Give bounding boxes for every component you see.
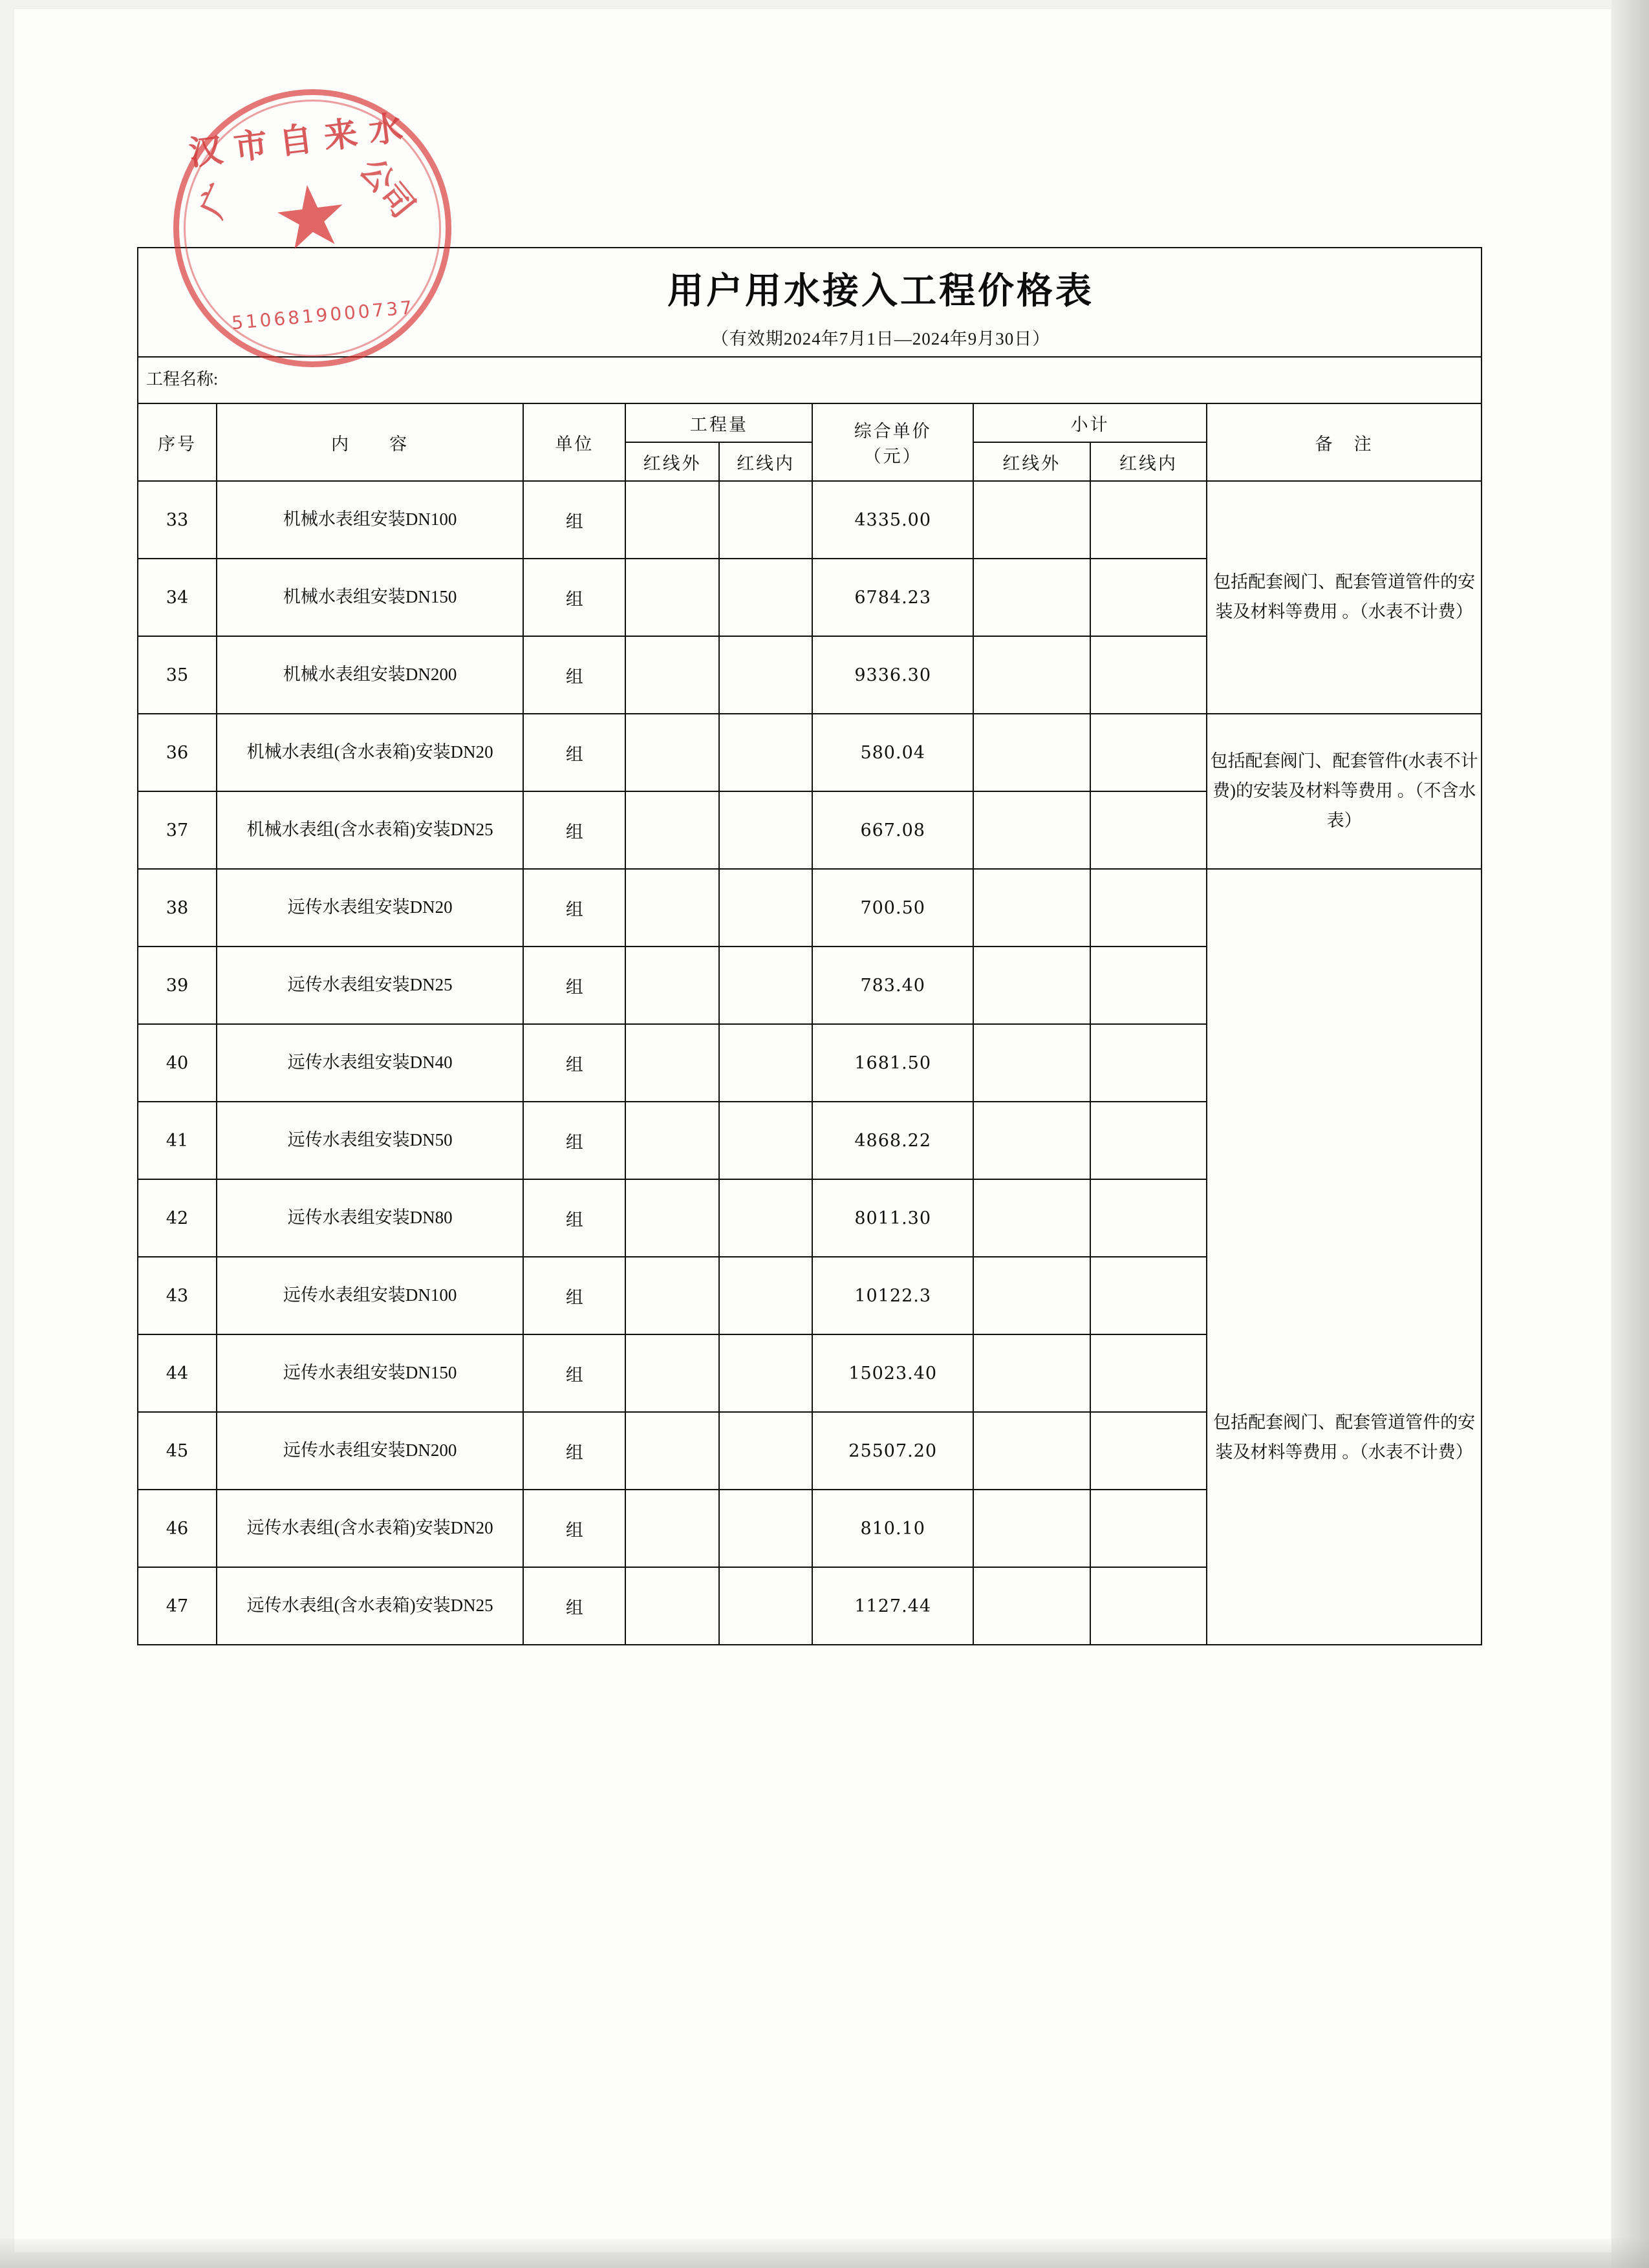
cell-unit: 组: [523, 1567, 625, 1645]
cell-content: 远传水表组安装DN50: [217, 1102, 523, 1179]
cell-subtotal-outside: [973, 1334, 1090, 1412]
star-icon: ★: [267, 165, 355, 270]
header-quantity-inside: 红线内: [719, 442, 813, 481]
project-name-row: [138, 356, 1481, 398]
cell-subtotal-inside: [1090, 1024, 1207, 1102]
cell-quantity-inside: [719, 714, 813, 791]
seal-left-text: 广: [193, 178, 241, 224]
cell-subtotal-outside: [973, 481, 1090, 559]
header-subtotal-group: 小计: [973, 403, 1207, 442]
cell-subtotal-outside: [973, 1412, 1090, 1490]
cell-unit-price: 700.50: [812, 869, 973, 947]
cell-unit-price: 15023.40: [812, 1334, 973, 1412]
cell-seq: 47: [138, 1567, 217, 1645]
cell-subtotal-outside: [973, 869, 1090, 947]
header-unit-price-main: 综合单价: [854, 422, 932, 441]
cell-subtotal-outside: [973, 791, 1090, 869]
cell-quantity-outside: [625, 1024, 719, 1102]
table-row: [138, 481, 1482, 559]
cell-subtotal-inside: [1090, 1490, 1207, 1567]
cell-quantity-inside: [719, 1567, 813, 1645]
cell-quantity-outside: [625, 1412, 719, 1490]
table-row: [138, 714, 1482, 791]
cell-subtotal-inside: [1090, 1257, 1207, 1334]
header-unit-price: [812, 403, 973, 481]
cell-content: 远传水表组(含水表箱)安装DN20: [217, 1490, 523, 1567]
cell-subtotal-outside: [973, 1257, 1090, 1334]
cell-subtotal-outside: [973, 714, 1090, 791]
cell-unit-price: 10122.3: [812, 1257, 973, 1334]
cell-quantity-inside: [719, 1179, 813, 1257]
cell-subtotal-outside: [973, 1102, 1090, 1179]
header-remark: 备 注: [1207, 403, 1482, 481]
cell-unit: 组: [523, 636, 625, 714]
cell-unit: 组: [523, 1179, 625, 1257]
cell-unit-price: 667.08: [812, 791, 973, 869]
header-quantity-outside: 红线外: [625, 442, 719, 481]
cell-seq: 44: [138, 1334, 217, 1412]
cell-subtotal-outside: [973, 1567, 1090, 1645]
cell-quantity-inside: [719, 791, 813, 869]
cell-seq: 42: [138, 1179, 217, 1257]
cell-subtotal-inside: [1090, 791, 1207, 869]
scan-edge-shadow-right: [1611, 0, 1649, 2268]
price-table-document: [137, 247, 1482, 1645]
cell-unit: 组: [523, 1334, 625, 1412]
cell-unit: 组: [523, 481, 625, 559]
cell-quantity-inside: [719, 1490, 813, 1567]
cell-subtotal-inside: [1090, 481, 1207, 559]
cell-quantity-outside: [625, 869, 719, 947]
cell-seq: 38: [138, 869, 217, 947]
cell-quantity-outside: [625, 714, 719, 791]
cell-unit: 组: [523, 1412, 625, 1490]
cell-unit: 组: [523, 869, 625, 947]
seal-top-text: 汉市自来水: [186, 106, 416, 174]
cell-subtotal-inside: [1090, 559, 1207, 636]
cell-remark: 包括配套阀门、配套管道管件的安装及材料等费用 。（水表不计费）: [1207, 481, 1482, 714]
cell-quantity-inside: [719, 869, 813, 947]
cell-quantity-inside: [719, 1412, 813, 1490]
seal-right-text: 公司: [352, 151, 422, 225]
cell-quantity-inside: [719, 1024, 813, 1102]
header-unit-price-sub: （元）: [863, 447, 922, 466]
cell-seq: 36: [138, 714, 217, 791]
header-seq: 序号: [138, 403, 217, 481]
cell-subtotal-outside: [973, 1490, 1090, 1567]
scan-edge-shadow-bottom: [0, 2238, 1649, 2268]
cell-seq: 46: [138, 1490, 217, 1567]
cell-quantity-outside: [625, 1102, 719, 1179]
cell-unit-price: 783.40: [812, 947, 973, 1024]
cell-content: 远传水表组安装DN100: [217, 1257, 523, 1334]
price-table: [137, 403, 1482, 1645]
validity-period: （有效期2024年7月1日—2024年9月30日）: [711, 329, 1051, 348]
cell-subtotal-inside: [1090, 1102, 1207, 1179]
header-subtotal-inside: 红线内: [1090, 442, 1207, 481]
header-unit: 单位: [523, 403, 625, 481]
cell-subtotal-inside: [1090, 947, 1207, 1024]
table-header-row-1: [138, 403, 1482, 442]
table-row: [138, 869, 1482, 947]
cell-unit-price: 8011.30: [812, 1179, 973, 1257]
header-content: 内 容: [217, 403, 523, 481]
cell-subtotal-outside: [973, 559, 1090, 636]
cell-subtotal-inside: [1090, 636, 1207, 714]
cell-unit: 组: [523, 947, 625, 1024]
cell-quantity-outside: [625, 636, 719, 714]
document-header: [137, 247, 1482, 403]
cell-seq: 40: [138, 1024, 217, 1102]
cell-content: 远传水表组安装DN80: [217, 1179, 523, 1257]
cell-quantity-outside: [625, 481, 719, 559]
cell-quantity-outside: [625, 1490, 719, 1567]
cell-quantity-outside: [625, 559, 719, 636]
cell-content: 机械水表组安装DN200: [217, 636, 523, 714]
cell-seq: 41: [138, 1102, 217, 1179]
cell-content: 远传水表组(含水表箱)安装DN25: [217, 1567, 523, 1645]
cell-subtotal-inside: [1090, 869, 1207, 947]
seal-serial-number: 5106819000737: [230, 296, 416, 334]
cell-unit-price: 6784.23: [812, 559, 973, 636]
cell-subtotal-outside: [973, 947, 1090, 1024]
cell-unit-price: 580.04: [812, 714, 973, 791]
cell-content: 远传水表组安装DN150: [217, 1334, 523, 1412]
cell-quantity-inside: [719, 1334, 813, 1412]
cell-quantity-inside: [719, 481, 813, 559]
table-body: [138, 481, 1482, 1645]
cell-quantity-outside: [625, 947, 719, 1024]
cell-content: 远传水表组安装DN40: [217, 1024, 523, 1102]
cell-content: 机械水表组安装DN150: [217, 559, 523, 636]
cell-seq: 43: [138, 1257, 217, 1334]
cell-quantity-inside: [719, 947, 813, 1024]
cell-unit-price: 9336.30: [812, 636, 973, 714]
cell-unit-price: 1681.50: [812, 1024, 973, 1102]
cell-quantity-inside: [719, 1102, 813, 1179]
cell-unit: 组: [523, 1257, 625, 1334]
cell-unit-price: 1127.44: [812, 1567, 973, 1645]
page-title: 用户用水接入工程价格表: [667, 270, 1094, 312]
cell-content: 远传水表组安装DN25: [217, 947, 523, 1024]
cell-subtotal-inside: [1090, 1334, 1207, 1412]
cell-unit: 组: [523, 714, 625, 791]
cell-unit-price: 4335.00: [812, 481, 973, 559]
cell-quantity-outside: [625, 1179, 719, 1257]
cell-content: 远传水表组安装DN200: [217, 1412, 523, 1490]
cell-seq: 39: [138, 947, 217, 1024]
cell-content: 机械水表组(含水表箱)安装DN25: [217, 791, 523, 869]
cell-unit: 组: [523, 791, 625, 869]
remark-text-block: 包括配套阀门、配套管道管件的安装及材料等费用 。（水表不计费）: [1213, 1413, 1476, 1462]
cell-seq: 45: [138, 1412, 217, 1490]
cell-content: 机械水表组(含水表箱)安装DN20: [217, 714, 523, 791]
cell-seq: 33: [138, 481, 217, 559]
cell-unit-price: 25507.20: [812, 1412, 973, 1490]
cell-unit-price: 4868.22: [812, 1102, 973, 1179]
cell-quantity-inside: [719, 1257, 813, 1334]
cell-unit-price: 810.10: [812, 1490, 973, 1567]
cell-quantity-outside: [625, 1334, 719, 1412]
cell-quantity-inside: [719, 636, 813, 714]
cell-subtotal-outside: [973, 1179, 1090, 1257]
cell-seq: 37: [138, 791, 217, 869]
cell-quantity-outside: [625, 1257, 719, 1334]
header-quantity-group: 工程量: [625, 403, 812, 442]
cell-subtotal-inside: [1090, 1567, 1207, 1645]
cell-subtotal-inside: [1090, 1179, 1207, 1257]
cell-seq: 35: [138, 636, 217, 714]
cell-subtotal-outside: [973, 1024, 1090, 1102]
cell-seq: 34: [138, 559, 217, 636]
cell-content: 远传水表组安装DN20: [217, 869, 523, 947]
cell-quantity-outside: [625, 791, 719, 869]
cell-content: 机械水表组安装DN100: [217, 481, 523, 559]
cell-quantity-inside: [719, 559, 813, 636]
cell-unit: 组: [523, 559, 625, 636]
cell-quantity-outside: [625, 1567, 719, 1645]
project-name-label: 工程名称:: [146, 369, 219, 389]
cell-subtotal-outside: [973, 636, 1090, 714]
cell-unit: 组: [523, 1024, 625, 1102]
cell-unit: 组: [523, 1490, 625, 1567]
header-subtotal-outside: 红线外: [973, 442, 1090, 481]
cell-remark: [1207, 869, 1482, 1645]
cell-unit: 组: [523, 1102, 625, 1179]
cell-subtotal-inside: [1090, 1412, 1207, 1490]
cell-subtotal-inside: [1090, 714, 1207, 791]
cell-remark: 包括配套阀门、配套管件(水表不计费)的安装及材料等费用 。（不含水表）: [1207, 714, 1482, 869]
